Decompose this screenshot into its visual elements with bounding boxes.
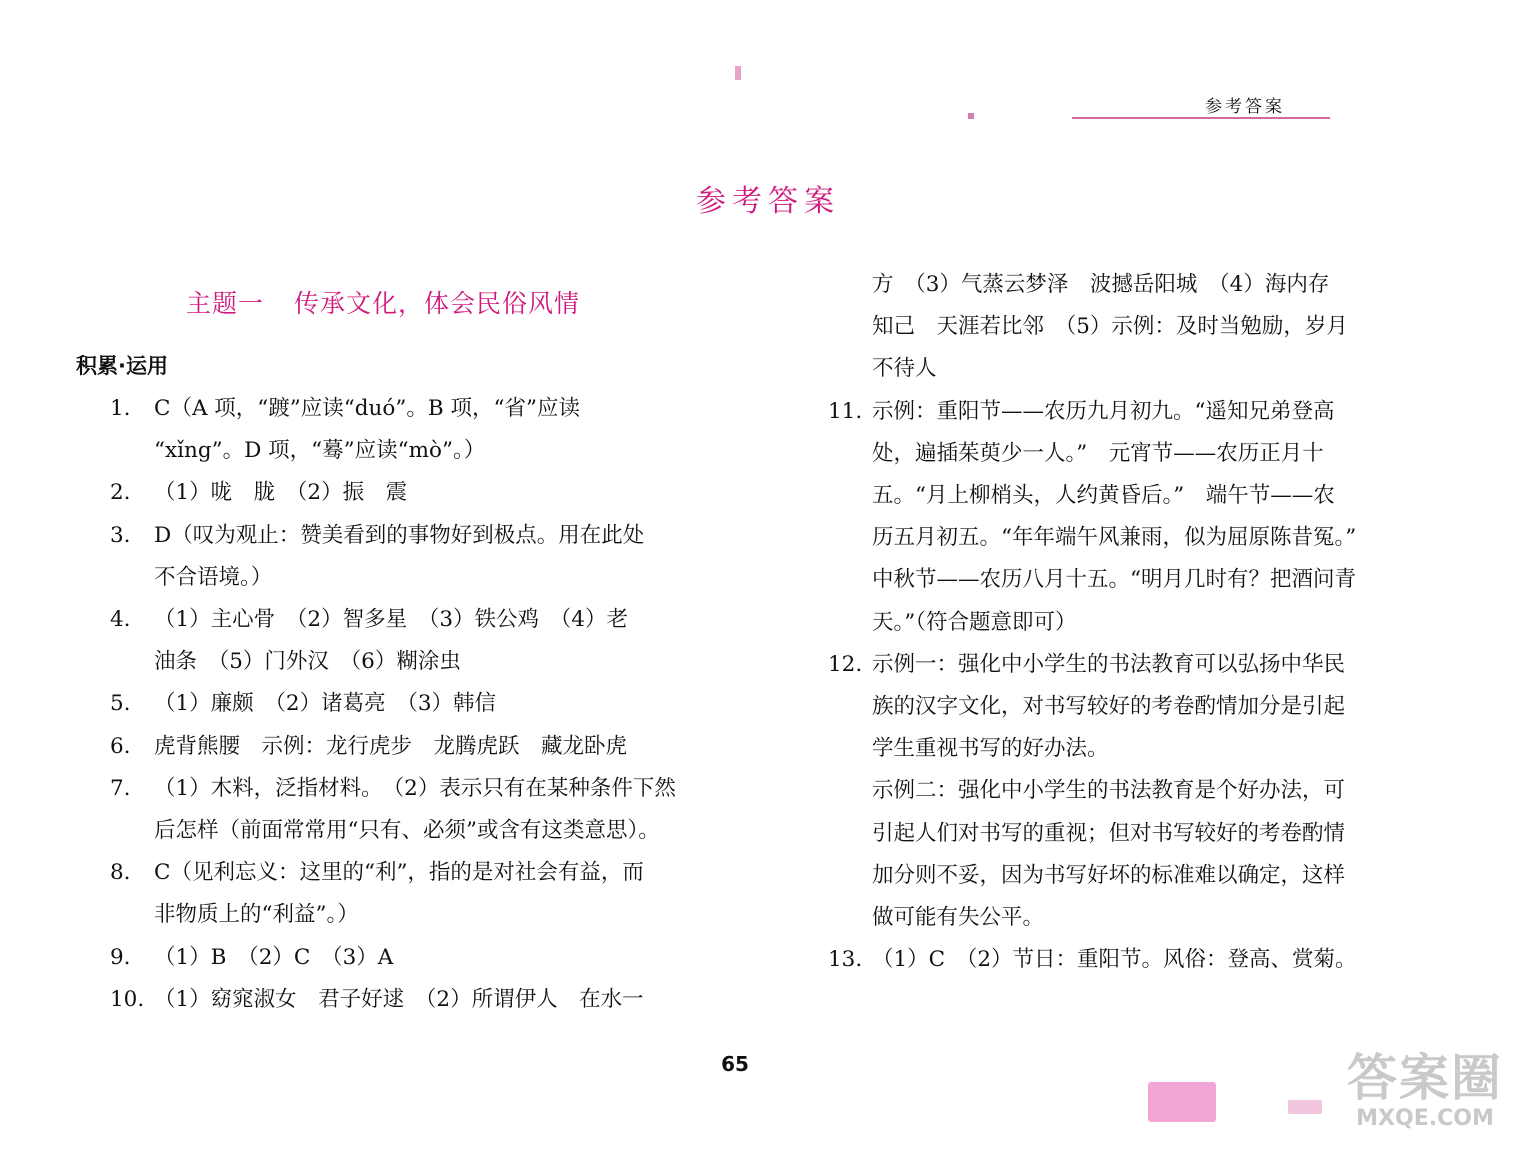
running-header: 参考答案 <box>1205 97 1285 117</box>
watermark-decoration <box>1148 1082 1216 1122</box>
answer-item-7: 7. （1）木料，泛指材料。 （2）表示只有在某种条件下然 后怎样（前面常常用“只有、必须”或含有这类意思）。 <box>110 775 676 844</box>
watermark-logo: 答案圈 MXQE.COM <box>1347 1049 1503 1131</box>
header-decoration-dot <box>968 113 974 119</box>
left-column <box>110 388 710 1021</box>
answer-item-13: 13. （1）C （2）节日：重阳节。风俗：登高、赏菊。 <box>828 947 1357 973</box>
answer-item-4: 4. （1）主心骨 （2）智多星 （3）铁公鸡 （4）老 油条 （5）门外汉 （6）糊涂虫 <box>110 607 628 675</box>
answer-item-2: 2. （1）咙 胧 （2）振 震 <box>110 480 408 506</box>
answer-item-9: 9. （1）B （2）C （3）A <box>110 944 394 970</box>
theme-number: 主题一 <box>186 289 265 318</box>
answer-item-1: 1. C（A 项，“踱”应读“duó”。B 项，“省”应读 “xǐng”。D 项，“蓦”应读“mò”。） <box>110 396 580 464</box>
answer-item-10-continued: 方 （3）气蒸云梦泽 波撼岳阳城 （4）海内存 知己 天涯若比邻 （5）示例：及时当勉励，岁月 不待人 <box>872 272 1348 382</box>
answer-item-8: 8. C（见利忘义：这里的“利”，指的是对社会有益，而 非物质上的“利益”。） <box>110 860 644 928</box>
page-title: 参考答案 <box>696 184 840 219</box>
header-rule <box>1072 117 1330 119</box>
answer-item-11: 11. 示例：重阳节——农历九月初九。“遥知兄弟登高 处，遍插茱萸少一人。” 元宵节——农历正月十 五。“月上柳梢头，人约黄昏后。” 端午节——农 历五月初五。“年年端午风兼雨，似为屈原陈昔冤。” 中秋节——农历八月十五。“明月几时有？把酒问青 天。”（符合题意即可） <box>828 398 1357 635</box>
theme-title: 传承文化，体会民俗风情 <box>294 289 581 318</box>
answer-item-5: 5. （1）廉颇 （2）诸葛亮 （3）韩信 <box>110 691 497 717</box>
right-column <box>828 264 1418 981</box>
watermark-decoration-small <box>1288 1100 1322 1114</box>
header-decoration-mark <box>735 66 741 80</box>
answer-item-10: 10. （1）窈窕淑女 君子好逑 （2）所谓伊人 在水一 <box>110 986 644 1012</box>
page-number: 65 <box>721 1052 749 1076</box>
answer-item-6: 6. 虎背熊腰 示例：龙行虎步 龙腾虎跃 藏龙卧虎 <box>110 733 628 759</box>
answer-item-12: 12. 示例一：强化中小学生的书法教育可以弘扬中华民 族的汉字文化，对书写较好的考卷酌情加分是引起 学生重视书写的好办法。 示例二：强化中小学生的书法教育是个好办法，可 引起人们对书写的重视；但对书写较好的考卷酌情 加分则不妥，因为书写好坏的标准难以确定，这样 做可能有失公平。 <box>828 651 1346 931</box>
answer-item-3: 3. D（叹为观止：赞美看到的事物好到极点。用在此处 不合语境。） <box>110 522 645 590</box>
section-heading: 积累·运用 <box>76 354 168 378</box>
theme-heading <box>186 284 580 320</box>
